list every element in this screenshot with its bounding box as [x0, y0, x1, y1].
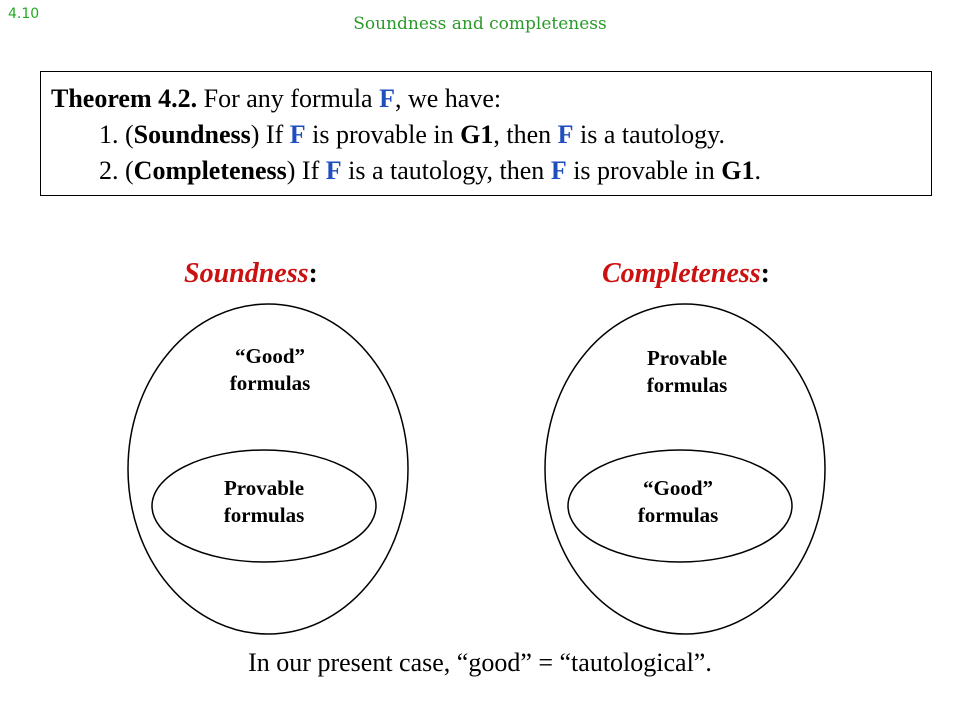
clause-term: Soundness [133, 120, 251, 149]
clause-text: ) If [250, 120, 290, 149]
footer-note: In our present case, “good” = “tautological”. [248, 648, 712, 677]
formula-var: F [557, 120, 574, 149]
label-line: Provable [223, 476, 305, 500]
label-line: Provable [646, 346, 728, 370]
completeness-inner-label [608, 475, 748, 529]
clause-text: . [754, 156, 761, 185]
clause-term: Completeness [133, 156, 287, 185]
soundness-inner-label [194, 475, 334, 529]
completeness-heading-text: Completeness [602, 258, 761, 289]
completeness-outer-label [617, 345, 757, 399]
clause-text: ) If [286, 156, 326, 185]
theorem-text: , we have: [394, 84, 502, 113]
heading-colon: : [760, 258, 770, 289]
theorem-text: For any formula [197, 84, 380, 113]
system-name: G1 [721, 156, 755, 185]
slide-title: Soundness and completeness [353, 14, 607, 34]
clause-text: is provable in [305, 120, 461, 149]
clause-text: is a tautology, then [341, 156, 551, 185]
label-line: “Good” [642, 476, 713, 500]
label-line: “Good” [234, 344, 305, 368]
heading-colon: : [308, 258, 318, 289]
clause-number: 1. ( [99, 120, 134, 149]
soundness-heading-text: Soundness [184, 258, 309, 289]
system-name: G1 [460, 120, 494, 149]
formula-var: F [325, 156, 342, 185]
label-line: formulas [646, 373, 728, 397]
label-line: formulas [223, 503, 305, 527]
clause-number: 2. ( [99, 156, 134, 185]
theorem-label: Theorem 4.2. [51, 84, 198, 113]
formula-var: F [550, 156, 567, 185]
formula-var: F [379, 84, 395, 113]
soundness-outer-label [200, 343, 340, 397]
clause-text: is a tautology. [573, 120, 725, 149]
slide-number: 4.10 [8, 6, 40, 22]
label-line: formulas [229, 371, 311, 395]
clause-text: is provable in [566, 156, 722, 185]
label-line: formulas [637, 503, 719, 527]
formula-var: F [289, 120, 306, 149]
clause-text: , then [493, 120, 558, 149]
